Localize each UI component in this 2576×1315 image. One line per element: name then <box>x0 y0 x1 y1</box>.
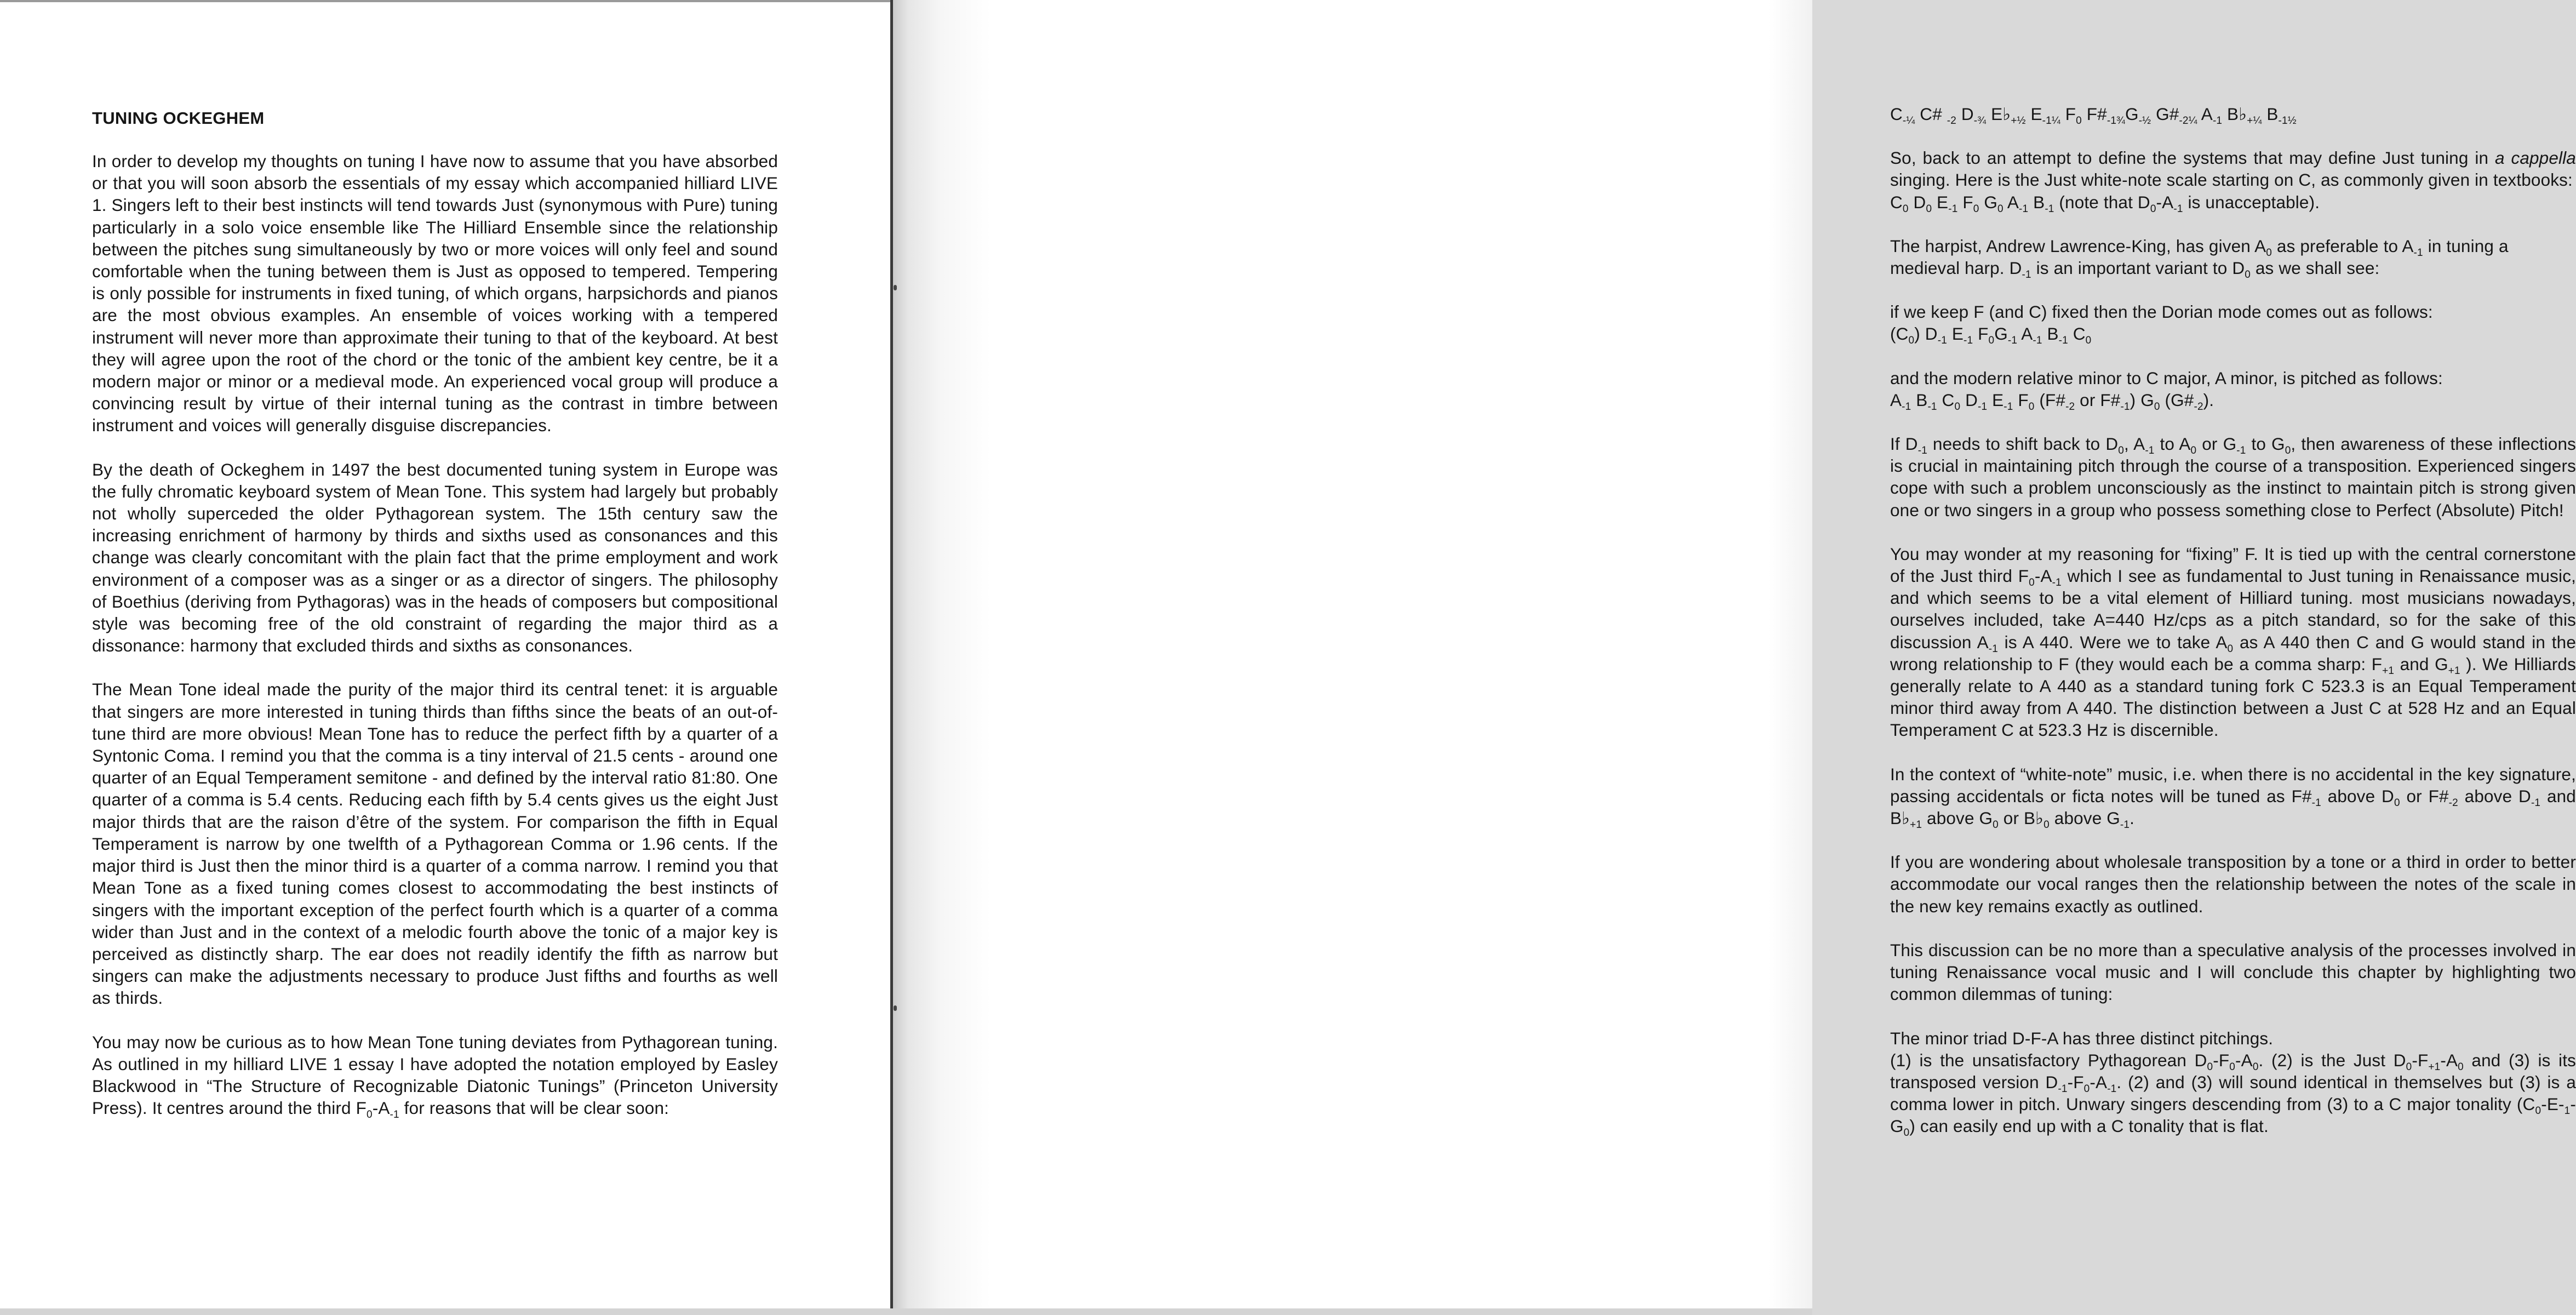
pitch-inflection-subscript: -2¼ <box>2179 115 2197 127</box>
pitch-inflection-subscript: 0 <box>2394 797 2400 809</box>
pitch-inflection-subscript: -1 <box>1988 643 1998 655</box>
paragraph: If $D_{-1}$ needs to shift back to $D_0$, $A_{-1}$ to $A_0$ or $G_{-1}$ to $G_0$, then awareness of these inflections is crucial in maintaining pitch through the course of a transposition. Experienced singers cope with such a problem unconsciously as the instinct to maintain pitch is strong given one or two singers in a group who possess something close to Perfect (Absolute) Pitch! <box>1890 434 2576 520</box>
pitch-inflection-subscript: +1 <box>2382 665 2395 677</box>
staple-mark <box>894 285 897 290</box>
pitch-inflection-subscript: 0 <box>2154 401 2160 413</box>
left-paragraphs <box>92 150 778 1119</box>
pitch-inflection-subscript: 0 <box>2076 115 2082 127</box>
pitch-inflection-subscript: -1 <box>1937 335 1947 347</box>
pitch-inflection-subscript: 0 <box>2458 1061 2464 1073</box>
pitch-inflection-subscript: 0 <box>2085 335 2092 347</box>
pitch-inflection-subscript: -2 <box>2448 797 2458 809</box>
pitch-inflection-subscript: -1 <box>1977 401 1988 413</box>
pitch-inflection-subscript: 0 <box>2406 1061 2412 1073</box>
pitch-inflection-subscript: 0 <box>2266 247 2272 259</box>
paragraph: if we keep F (and C) fixed then the Dorian mode comes out as follows: $(C_0)$ $D_{-1}$ $E_{-1}$ $F_0G_{-1}$ $A_{-1}$ $B_{-1}$ $C_0$ <box>1890 302 2433 347</box>
pitch-inflection-subscript: -1 <box>2311 797 2321 809</box>
pitch-inflection-subscript: -1 <box>1948 203 1958 215</box>
pitch-inflection-subscript: -1¼ <box>2042 115 2060 127</box>
paragraph: You may now be curious as to how Mean Tone tuning deviates from Pythagorean tuning. As outlined in my hilliard LIVE 1 essay I have adopted the notation employed by Easley Blackwood in “The Structure of Recognizable Diatonic Tunings” (Princeton University Press). It centres around the third $F_0-A_{-1}$ for reasons that will be clear soon: <box>92 1032 778 1121</box>
pitch-inflection-subscript: -1 <box>2413 247 2423 259</box>
pitch-inflection-subscript: -2 <box>2065 401 2075 413</box>
pitch-inflection-subscript: 0 <box>2043 819 2050 831</box>
paragraph: By the death of Ockeghem in 1497 the best documented tuning system in Europe was the fully chromatic keyboard system of Mean Tone. This system had largely but probably not wholly superceded the older Pythagorean system. The 15th century saw the increasing enrichment of harmony by thirds and sixths used as consonances and this change was clearly concomitant with the plain fact that the prime employment and work environment of a composer was as a singer or as a director of singers. The philosophy of Boethius (deriving from Pythagoras) was in the heads of composers but compositional style was becoming free of the old constraint of regarding the major third as a dissonance: harmony that excluded thirds and sixths as consonances. <box>92 459 778 656</box>
paragraph: In the context of “white-note” music, i.e. when there is no accidental in the key signature, passing accidentals or ficta notes will be tuned as $F\#_{-1}$ above $D_0$ or $F\#_{-2}$ above $D_{-1}$ and $B♭_{+1}$ above $G_0$ or $B♭_0$ above $G_{-1}$. <box>1890 764 2576 831</box>
pitch-inflection-subscript: 0 <box>1926 203 1932 215</box>
paragraph: This discussion can be no more than a speculative analysis of the processes involved in tuning Renaissance vocal music and I will conclude this chapter by highlighting two common dilemmas of tuning: <box>1890 940 2576 1004</box>
pitch-inflection-subscript: -1 <box>2107 1083 2117 1095</box>
pitch-inflection-subscript: -1½ <box>2278 115 2297 127</box>
pitch-inflection-subscript: -1 <box>2058 1083 2068 1095</box>
pitch-inflection-subscript: -1 <box>2033 335 2042 347</box>
pitch-inflection-subscript: -1 <box>2052 577 2062 589</box>
pitch-inflection-subscript: -2 <box>1947 115 1956 127</box>
pitch-inflection-subscript: 0 <box>1988 335 1995 347</box>
pitch-inflection-subscript: -1 <box>1963 335 1973 347</box>
pitch-inflection-subscript: -1 <box>2212 115 2223 127</box>
pitch-inflection-subscript: -¾ <box>1973 115 1987 127</box>
pitch-inflection-subscript: 0 <box>2227 643 2234 655</box>
chapter-title: TUNING OCKEGHEM <box>92 108 265 128</box>
italic-term: a cappella <box>2494 148 2576 168</box>
pitch-inflection-subscript: +1 <box>1910 819 1922 831</box>
pitch-inflection-subscript: -1 <box>1927 401 1937 413</box>
scanner-bed-edge <box>0 1308 1812 1315</box>
pitch-inflection-subscript: -1 <box>1902 401 1911 413</box>
paragraph: The Mean Tone ideal made the purity of the major third its central tenet: it is arguable that singers are more interested in tuning thirds than fifths since the beats of an out-of-tune third are more obvious! Mean Tone has to reduce the perfect fifth by a quarter of a Syntonic Coma. I remind you that the comma is a tiny interval of 21.5 cents - around one quarter of an Equal Temperament semitone - and defined by the interval ratio 81:80. One quarter of a comma is 5.4 cents. Reducing each fifth by 5.4 cents gives us the eight Just major thirds that are the raison d’être of the system. For comparison the fifth in Equal Temperament is narrow by one twelfth of a Pythagorean Comma or 1.96 cents. If the major third is Just then the minor third is a quarter of a comma narrow. I remind you that Mean Tone as a fixed tuning comes closest to accommodating the best instincts of singers with the important exception of the perfect fourth which is a quarter of a comma wider than Just and in the context of a melodic fourth above the tonic of a major key is perceived as distinctly sharp. The ear does not readily identify the fifth as narrow but singers can make the adjustments necessary to produce Just fifths and fourths as well as thirds. <box>92 679 778 1008</box>
pitch-inflection-subscript: -1 <box>2007 335 2018 347</box>
pitch-inflection-subscript: 0 <box>2252 1061 2259 1073</box>
pitch-inflection-subscript: 0 <box>1997 203 2003 215</box>
right-paragraphs <box>1890 103 2576 1137</box>
pitch-inflection-subscript: 0 <box>1908 335 1915 347</box>
pitch-inflection-subscript: -1 <box>2058 335 2068 347</box>
paragraph: You may wonder at my reasoning for “fixing” F. It is tied up with the central cornerstone of the Just third $F_0-A_{-1}$ which I see as fundamental to Just tuning in Renaissance music, and which seems to be a vital element of Hilliard tuning. most musicians nowadays, ourselves included, take A=440 Hz/cps as a pitch standard, so for the sake of this discussion $A_{-1}$ is A 440. Were we to take $A_0$ as A 440 then C and G would stand in the wrong relationship to F (they would each be a comma sharp: $F_{+1}$ and $G_{+1}$ ). We Hilliards generally relate to A 440 as a standard tuning fork C 523.3 is an Equal Temperament minor third away from A 440. The distinction between a Just C at 528 Hz and an Equal Temperament C at 523.3 Hz is discernible. <box>1890 544 2576 740</box>
pitch-inflection-subscript: -1 <box>2173 203 2183 215</box>
pitch-inflection-subscript: 0 <box>2535 1105 2541 1117</box>
pitch-inflection-subscript: 0 <box>367 1109 373 1121</box>
pitch-inflection-subscript: -1¾ <box>2106 115 2126 127</box>
pitch-inflection-subscript: -1 <box>2019 203 2029 215</box>
pitch-inflection-subscript: 0 <box>2028 401 2035 413</box>
paragraph: $C_{-\frac{1}{4}}$ C# $_{-2}$ $D_{-\frac{3}{4}}$ $E♭_{+\frac{1}{2}}$ $E_{-1\frac{1}{4}}$ $F_0$ $F\#_{-1\frac{3}{4}}G_{-\frac{1}{2}}$ $G\#_{-2\frac{1}{4}}$ $A_{-1}$ $B♭_{+\frac{1}{4}}$ $B_{-1\frac{1}{2}}$ <box>1890 104 2297 127</box>
pitch-inflection-subscript: -1 <box>2003 401 2013 413</box>
paragraph: In order to develop my thoughts on tuning I have now to assume that you have absorbed or that you will soon absorb the essentials of my essay which accompanied hilliard LIVE 1. Singers left to their best instincts will tend towards Just (synonymous with Pure) tuning particularly in a solo voice ensemble like The Hilliard Ensemble since the relationship between the pitches sung simultaneously by two or more voices will only feel and sound comfortable when the tuning between them is Just as opposed to tempered. Tempering is only possible for instruments in fixed tuning, of which organs, harpsichords and pianos are the most obvious examples. An ensemble of voices working with a tempered instrument will never more than approximate their tuning to that of the keyboard. At best they will agree upon the root of the chord or the tonic of the ambient key centre, be it a modern major or minor or a medieval mode. An experienced vocal group will produce a convincing result by virtue of their internal tuning as the contrast in timbre between instrument and voices will generally disguise discrepancies. <box>92 151 778 436</box>
pitch-inflection-subscript: 0 <box>2285 445 2291 457</box>
pitch-inflection-subscript: -1 <box>2531 797 2541 809</box>
pitch-inflection-subscript: -¼ <box>1902 115 1915 127</box>
pitch-inflection-subscript: +¼ <box>2247 115 2262 127</box>
pitch-inflection-subscript: -1 <box>2145 445 2155 457</box>
pitch-inflection-subscript: +1 <box>2428 1061 2441 1073</box>
left-page <box>0 0 892 1308</box>
pitch-inflection-subscript: -1 <box>2120 401 2130 413</box>
right-text-column <box>1890 103 2576 1137</box>
pitch-inflection-subscript: 0 <box>1993 819 1999 831</box>
pitch-inflection-subscript: -1 <box>1917 445 1927 457</box>
paragraph: and the modern relative minor to C major, A minor, is pitched as follows: $A_{-1}$ $B_{-1}$ $C_0$ $D_{-1}$ $E_{-1}$ $F_0$ ($F\#_{-2}$ or $F\#_{-1}$) $G_0$ $(G\#_{-2})$. <box>1890 368 2443 413</box>
pitch-inflection-subscript: 0 <box>1973 203 1979 215</box>
staple-mark <box>894 1005 897 1011</box>
paragraph: The harpist, Andrew Lawrence-King, has given $A_0$ as preferable to $A_{-1}$ in tuning a medieval harp. $D_{-1}$ is an important variant to $D_0$ as we shall see: <box>1890 236 2509 281</box>
book-spine <box>890 0 893 1308</box>
left-text-column <box>92 107 778 1119</box>
pitch-inflection-subscript: 0 <box>1954 401 1961 413</box>
paragraph: If you are wondering about wholesale transposition by a tone or a third in order to better accommodate our vocal ranges then the relationship between the notes of the scale in the new key remains exactly as outlined. <box>1890 852 2576 916</box>
pitch-inflection-subscript: -2 <box>2194 401 2203 413</box>
pitch-inflection-subscript: +½ <box>2011 115 2026 127</box>
pitch-inflection-subscript: -½ <box>2138 115 2151 127</box>
pitch-inflection-subscript: 0 <box>2207 1061 2213 1073</box>
pitch-inflection-subscript: +1 <box>2448 665 2460 677</box>
pitch-inflection-subscript: 0 <box>2118 445 2124 457</box>
pitch-inflection-subscript: -1 <box>2236 445 2246 457</box>
pitch-inflection-subscript: 0 <box>2083 1083 2090 1095</box>
pitch-inflection-subscript: -1 <box>2022 269 2031 281</box>
pitch-inflection-subscript: 0 <box>2190 445 2197 457</box>
pitch-inflection-subscript: 0 <box>1903 1127 1910 1139</box>
pitch-inflection-subscript: -1 <box>390 1109 399 1121</box>
pitch-inflection-subscript: 0 <box>2029 577 2035 589</box>
pitch-inflection-subscript: -1 <box>2120 819 2130 831</box>
pitch-inflection-subscript: 1 <box>2564 1105 2571 1117</box>
pitch-inflection-subscript: 0 <box>1902 203 1909 215</box>
pitch-inflection-subscript: 0 <box>2245 269 2251 281</box>
paragraph: So, back to an attempt to define the systems that may define Just tuning in a cappella singing. Here is the Just white-note scale starting on C, as commonly given in textbooks: $C_0$ $D_0$ $E_{-1}$ $F_0$ $G_0$ $A_{-1}$ $B_{-1}$ (note that $D_0-A_{-1}$ is unacceptable). <box>1890 148 2576 215</box>
pitch-inflection-subscript: -1 <box>2045 203 2054 215</box>
paragraph: The minor triad D-F-A has three distinct pitchings. (1) is the unsatisfactory Pythagorean $D_0-F_0-A_0$. (2) is the Just $D_0-F_{+1}-A_0$ and (3) is its transposed version $D_{-1}-F_0-A_{-1}$. (2) and (3) will sound identical in themselves but (3) is a comma lower in pitch. Unwary singers descending from (3) to a C major tonality $(C_0-E-_1-G_0)$ can easily end up with a C tonality that is flat. <box>1890 1028 2576 1139</box>
pitch-inflection-subscript: 0 <box>2229 1061 2236 1073</box>
pitch-inflection-subscript: 0 <box>2150 203 2156 215</box>
